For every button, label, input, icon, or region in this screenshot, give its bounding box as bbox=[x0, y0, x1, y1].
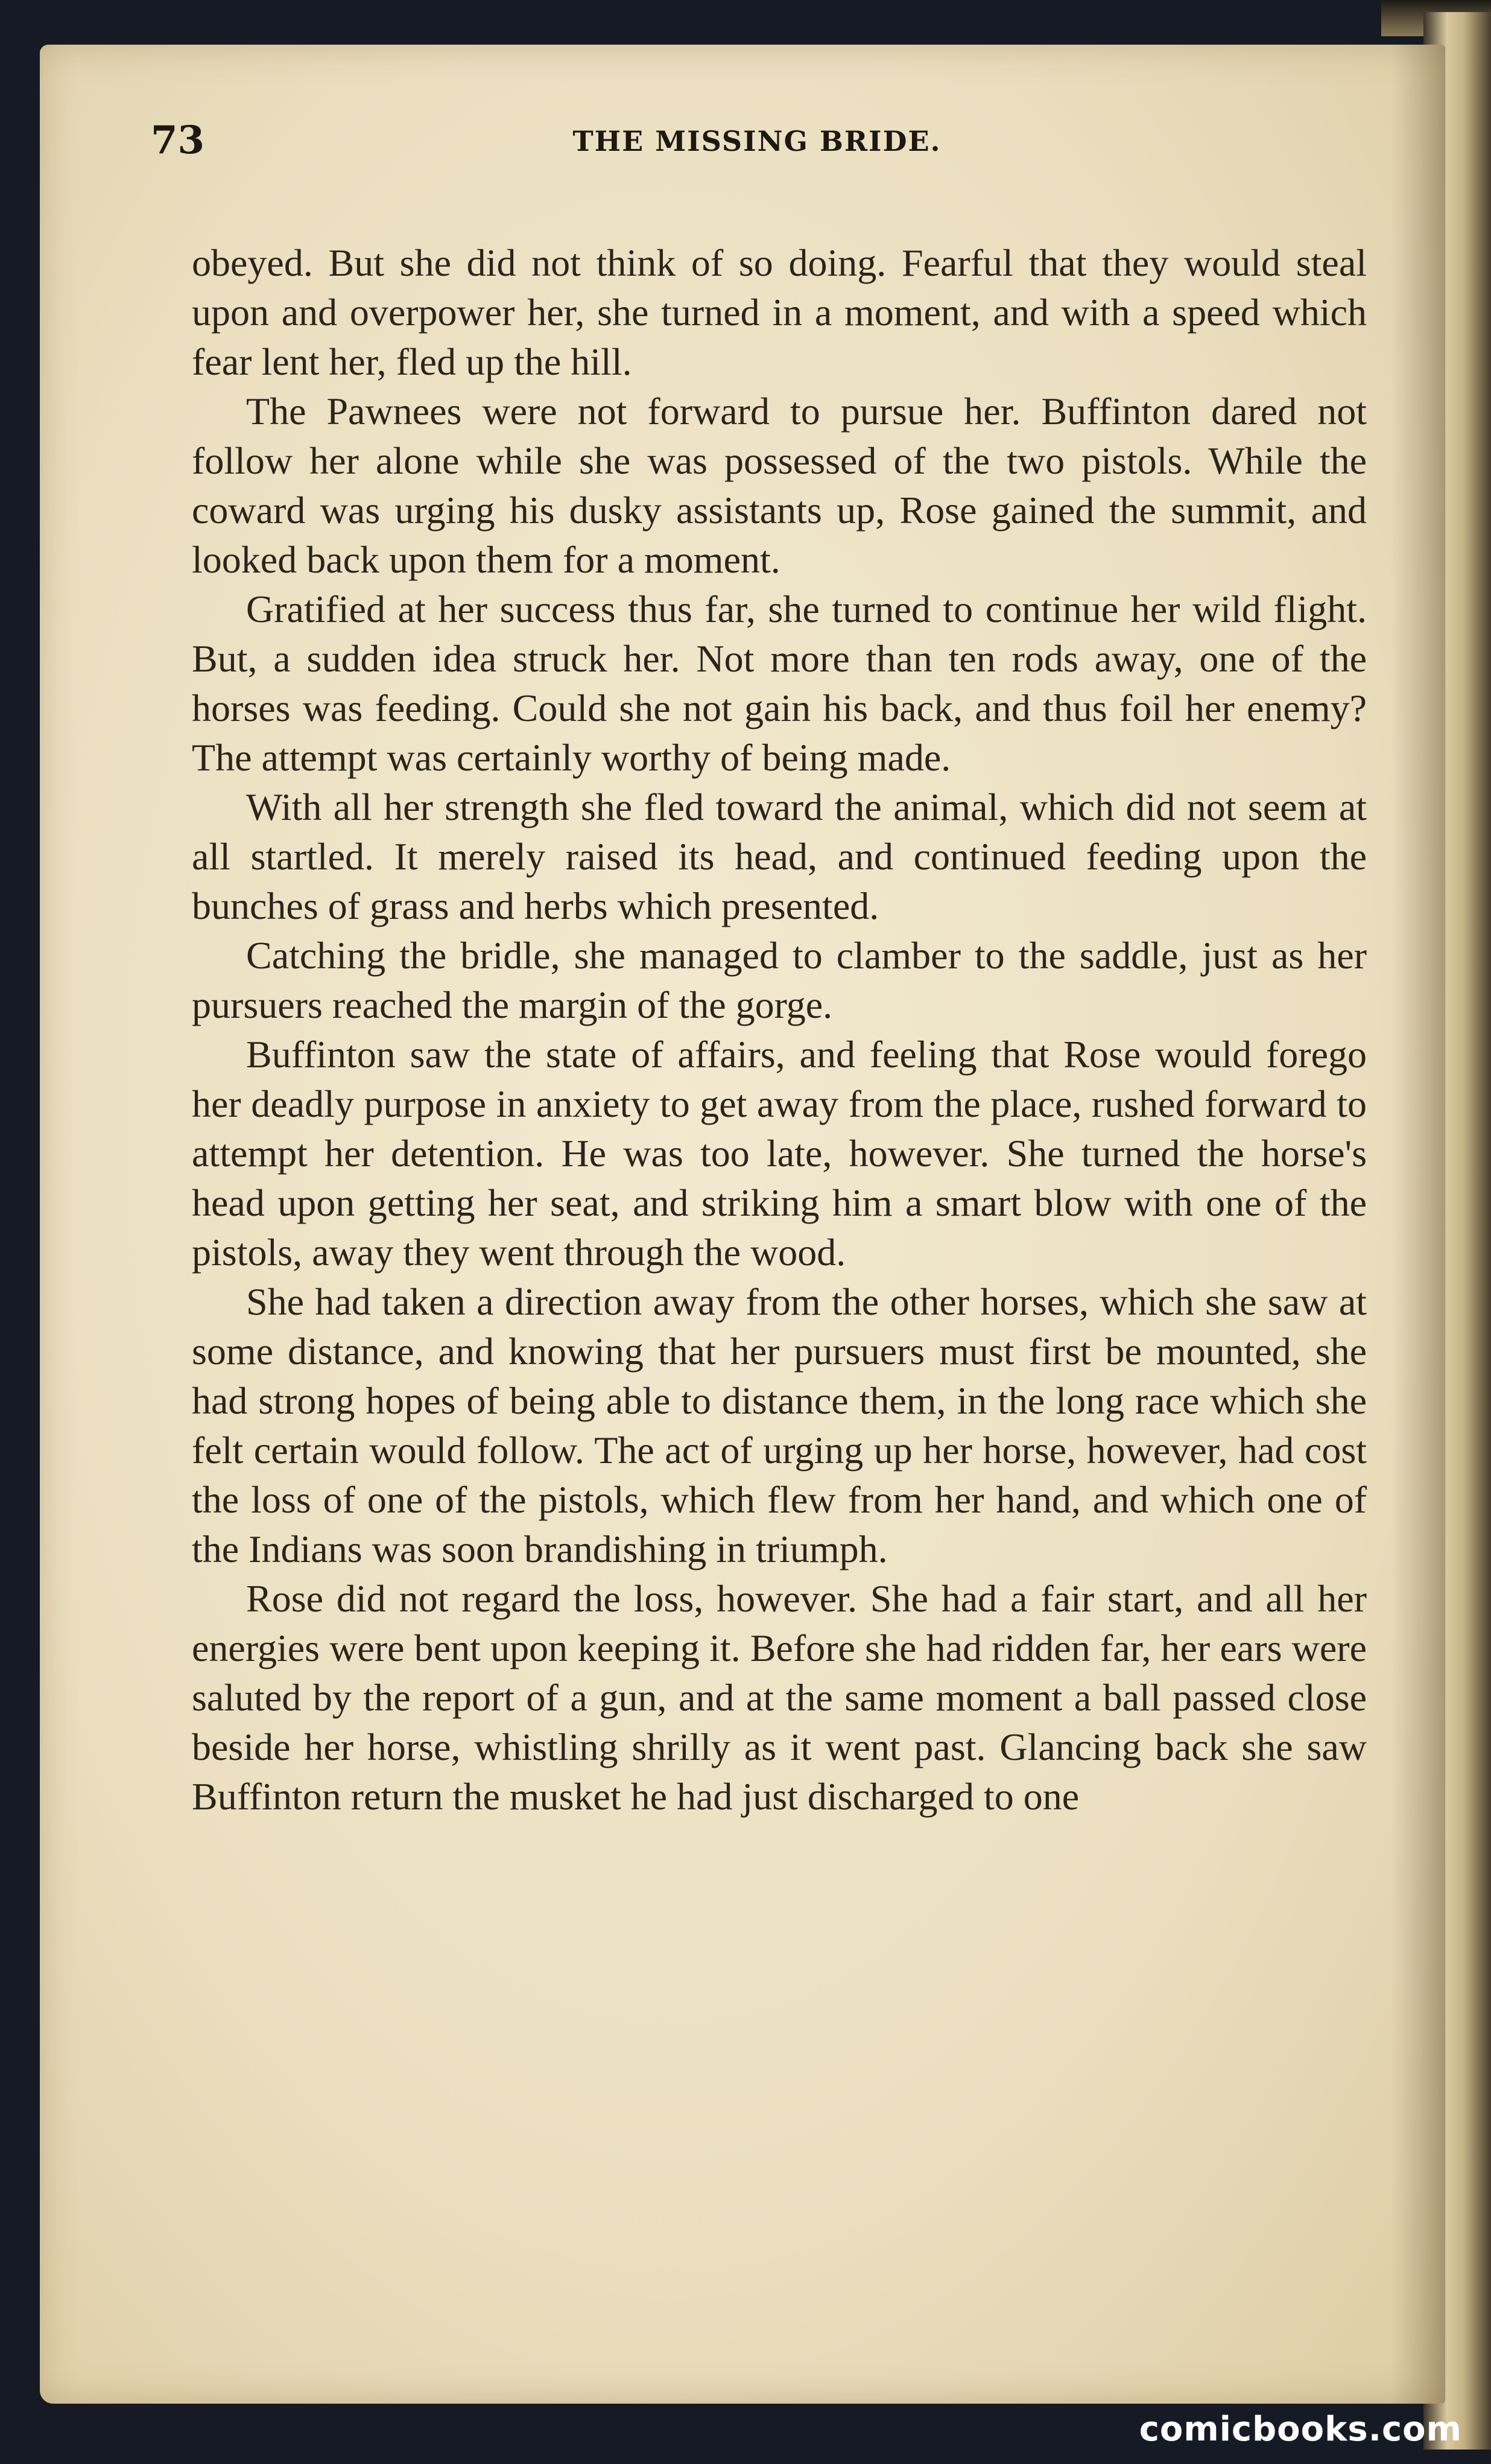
watermark-text: comicbooks.com bbox=[1139, 2410, 1462, 2449]
paragraph-2: The Pawnees were not forward to pursue her. Buffinton dared not follow her alone while she was possessed of the two pistols. While the coward was urging his dusky assistants up, Rose gained the summit, and looked back upon them for a moment. bbox=[192, 390, 1367, 581]
paragraph-4: With all her strength she fled toward the animal, which did not seem at all startled. It merely raised its head, and continued feeding upon the bunches of grass and herbs which presented. bbox=[192, 786, 1367, 927]
body-text bbox=[192, 238, 1367, 1821]
paragraph-6: Buffinton saw the state of affairs, and feeling that Rose would forego her deadly purpose in anxiety to get away from the place, rushed forward to attempt her detention. He was too late, however. She turned the horse's head upon getting her seat, and striking him a smart blow with one of the pistols, away they went through the wood. bbox=[192, 1033, 1367, 1274]
running-head bbox=[151, 118, 1363, 178]
paragraph-1: obeyed. But she did not think of so doing. Fearful that they would steal upon and overpower her, she turned in a moment, and with a speed which fear lent her, fled up the hill. bbox=[192, 241, 1367, 383]
paragraph-3: Gratified at her success thus far, she turned to continue her wild flight. But, a sudden idea struck her. Not more than ten rods away, one of the horses was feeding. Could she not gain his back, and thus foil her enemy? The attempt was certainly worthy of being made. bbox=[192, 588, 1367, 779]
gutter-shadow bbox=[1391, 45, 1445, 2404]
paragraph-7: She had taken a direction away from the other horses, which she saw at some distance, and knowing that her pursuers must first be mounted, she had strong hopes of being able to distance them, in the long race which she felt certain would follow. The act of urging up her horse, however, had cost the loss of one of the pistols, which flew from her hand, and which one of the Indians was soon brandishing in triumph. bbox=[192, 1280, 1367, 1570]
page-number: 73 bbox=[151, 118, 205, 163]
paragraph-5: Catching the bridle, she managed to clamber to the saddle, just as her pursuers reached the margin of the gorge. bbox=[192, 934, 1367, 1026]
paragraph-8: Rose did not regard the loss, however. She had a fair start, and all her energies were bent upon keeping it. Before she had ridden far, her ears were saluted by the report of a gun, and at the same moment a ball passed close beside her horse, whistling shrilly as it went past. Glancing back she saw Buffinton return the musket he had just discharged to one bbox=[192, 1577, 1367, 1818]
page-header-title: THE MISSING BRIDE. bbox=[572, 125, 942, 157]
